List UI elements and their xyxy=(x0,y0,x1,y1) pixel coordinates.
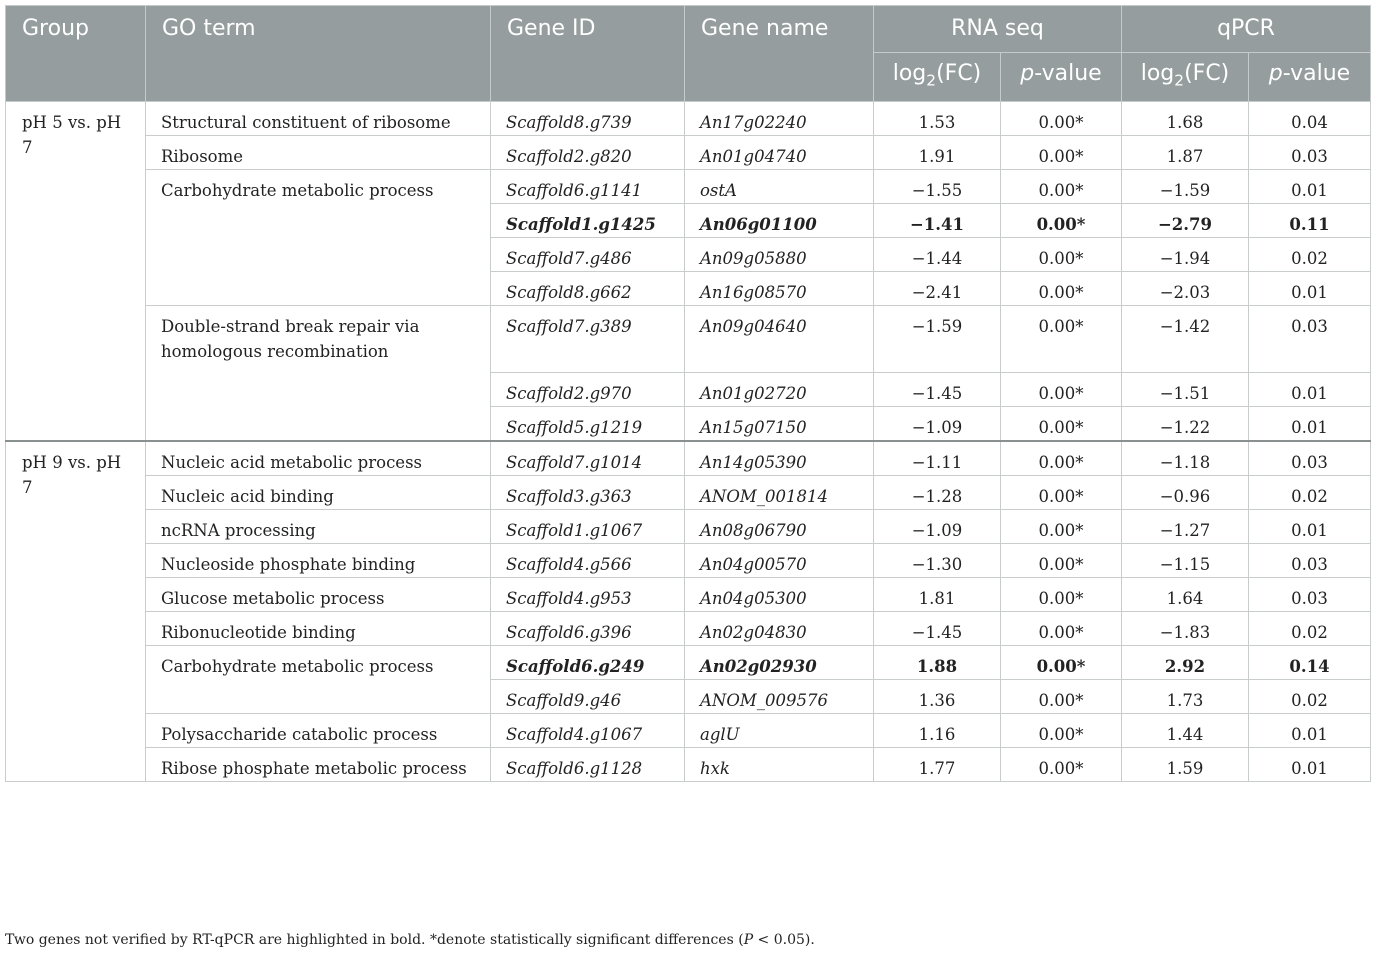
rna-log2fc-cell: 1.16 xyxy=(874,714,1001,748)
qpcr-pvalue-cell: 0.04 xyxy=(1249,102,1371,136)
p-italic: p xyxy=(1268,61,1283,86)
go-term-cell: Carbohydrate metabolic process xyxy=(146,170,491,306)
rna-pvalue-cell: 0.00* xyxy=(1001,306,1122,373)
qpcr-log2fc-cell: −1.18 xyxy=(1122,441,1249,476)
header-qpcr-pvalue xyxy=(1249,53,1371,102)
rna-pvalue-cell: 0.00* xyxy=(1001,238,1122,272)
data-table xyxy=(5,5,1371,782)
rna-log2fc-cell: −1.45 xyxy=(874,612,1001,646)
gene-name-cell: ANOM_001814 xyxy=(685,476,874,510)
qpcr-log2fc-cell: 1.73 xyxy=(1122,680,1249,714)
qpcr-pvalue-cell: 0.03 xyxy=(1249,578,1371,612)
table-row xyxy=(6,476,1371,510)
rna-log2fc-cell: −1.55 xyxy=(874,170,1001,204)
rna-log2fc-cell: 1.53 xyxy=(874,102,1001,136)
header-qpcr-log2fc xyxy=(1122,53,1249,102)
rna-pvalue-cell: 0.00* xyxy=(1001,102,1122,136)
table-row xyxy=(6,578,1371,612)
rna-pvalue-cell: 0.00* xyxy=(1001,714,1122,748)
gene-id-cell: Scaffold6.g1128 xyxy=(491,748,685,782)
gene-name-cell: An09g05880 xyxy=(685,238,874,272)
gene-id-cell: Scaffold2.g820 xyxy=(491,136,685,170)
gene-id-cell: Scaffold1.g1425 xyxy=(491,204,685,238)
go-term-cell: Structural constituent of ribosome xyxy=(146,102,491,136)
rna-pvalue-cell: 0.00* xyxy=(1001,407,1122,442)
header-rna-seq: RNA seq xyxy=(874,6,1122,53)
rna-pvalue-cell: 0.00* xyxy=(1001,476,1122,510)
qpcr-pvalue-cell: 0.01 xyxy=(1249,272,1371,306)
gene-name-cell: ostA xyxy=(685,170,874,204)
rna-log2fc-cell: −1.11 xyxy=(874,441,1001,476)
gene-name-cell: An15g07150 xyxy=(685,407,874,442)
gene-id-cell: Scaffold9.g46 xyxy=(491,680,685,714)
qpcr-log2fc-cell: 1.44 xyxy=(1122,714,1249,748)
qpcr-log2fc-cell: −0.96 xyxy=(1122,476,1249,510)
gene-id-cell: Scaffold8.g739 xyxy=(491,102,685,136)
gene-name-cell: hxk xyxy=(685,748,874,782)
go-term-cell: Ribosome xyxy=(146,136,491,170)
rna-pvalue-cell: 0.00* xyxy=(1001,441,1122,476)
table-row xyxy=(6,612,1371,646)
group-cell: pH 9 vs. pH 7 xyxy=(6,441,146,782)
qpcr-log2fc-cell: −1.42 xyxy=(1122,306,1249,373)
gene-id-cell: Scaffold6.g1141 xyxy=(491,170,685,204)
gene-id-cell: Scaffold1.g1067 xyxy=(491,510,685,544)
go-term-cell xyxy=(146,306,491,442)
rna-log2fc-cell: −1.41 xyxy=(874,204,1001,238)
header-group: Group xyxy=(6,6,146,102)
gene-name-cell: An01g02720 xyxy=(685,373,874,407)
p-suffix: -value xyxy=(1034,61,1102,86)
footnote-p-symbol: P xyxy=(743,932,754,948)
table-row xyxy=(6,306,1371,373)
gene-id-cell: Scaffold6.g396 xyxy=(491,612,685,646)
gene-name-cell: An09g04640 xyxy=(685,306,874,373)
gene-id-cell: Scaffold6.g249 xyxy=(491,646,685,680)
rna-log2fc-cell: −1.44 xyxy=(874,238,1001,272)
go-term-cell: Nucleoside phosphate binding xyxy=(146,544,491,578)
go-term-cell: Ribonucleotide binding xyxy=(146,612,491,646)
header-rna-log2fc xyxy=(874,53,1001,102)
gene-name-cell: An14g05390 xyxy=(685,441,874,476)
header-gene-name: Gene name xyxy=(685,6,874,102)
gene-name-cell: An08g06790 xyxy=(685,510,874,544)
table-row xyxy=(6,441,1371,476)
qpcr-log2fc-cell: −1.22 xyxy=(1122,407,1249,442)
gene-id-cell: Scaffold7.g1014 xyxy=(491,441,685,476)
rna-log2fc-cell: −1.59 xyxy=(874,306,1001,373)
footnote-text: < 0.05). xyxy=(753,932,815,948)
rna-pvalue-cell: 0.00* xyxy=(1001,373,1122,407)
qpcr-log2fc-cell: −1.15 xyxy=(1122,544,1249,578)
gene-name-cell: aglU xyxy=(685,714,874,748)
header-go-term: GO term xyxy=(146,6,491,102)
go-term-line: homologous recombination xyxy=(161,342,389,362)
footnote-text: Two genes not verified by RT-qPCR are highlighted in bold. *denote statistically significant differences ( xyxy=(5,932,744,948)
p-suffix: -value xyxy=(1282,61,1351,86)
qpcr-pvalue-cell: 0.14 xyxy=(1249,646,1371,680)
go-term-line: Double-strand break repair via xyxy=(161,317,420,337)
log-prefix: log xyxy=(1140,61,1175,86)
table-body xyxy=(6,102,1371,782)
table-row xyxy=(6,714,1371,748)
table-row xyxy=(6,748,1371,782)
rna-pvalue-cell: 0.00* xyxy=(1001,272,1122,306)
table-row xyxy=(6,102,1371,136)
go-term-cell: Nucleic acid metabolic process xyxy=(146,441,491,476)
qpcr-pvalue-cell: 0.02 xyxy=(1249,612,1371,646)
rna-log2fc-cell: −1.28 xyxy=(874,476,1001,510)
qpcr-log2fc-cell: −1.51 xyxy=(1122,373,1249,407)
rna-log2fc-cell: 1.91 xyxy=(874,136,1001,170)
qpcr-log2fc-cell: −2.03 xyxy=(1122,272,1249,306)
rna-log2fc-cell: −2.41 xyxy=(874,272,1001,306)
rna-pvalue-cell: 0.00* xyxy=(1001,612,1122,646)
rna-pvalue-cell: 0.00* xyxy=(1001,510,1122,544)
log-sub: 2 xyxy=(926,71,937,90)
gene-id-cell: Scaffold3.g363 xyxy=(491,476,685,510)
gene-name-cell: An17g02240 xyxy=(685,102,874,136)
qpcr-pvalue-cell: 0.02 xyxy=(1249,680,1371,714)
table-container xyxy=(5,5,1370,782)
qpcr-log2fc-cell: 1.87 xyxy=(1122,136,1249,170)
qpcr-log2fc-cell: −2.79 xyxy=(1122,204,1249,238)
rna-log2fc-cell: 1.36 xyxy=(874,680,1001,714)
table-header xyxy=(6,6,1371,102)
go-term-cell: Nucleic acid binding xyxy=(146,476,491,510)
gene-name-cell: An01g04740 xyxy=(685,136,874,170)
rna-log2fc-cell: −1.09 xyxy=(874,510,1001,544)
qpcr-log2fc-cell: 1.64 xyxy=(1122,578,1249,612)
rna-log2fc-cell: −1.09 xyxy=(874,407,1001,442)
qpcr-pvalue-cell: 0.02 xyxy=(1249,476,1371,510)
rna-pvalue-cell: 0.00* xyxy=(1001,170,1122,204)
qpcr-pvalue-cell: 0.03 xyxy=(1249,136,1371,170)
log-prefix: log xyxy=(892,61,927,86)
table-row xyxy=(6,544,1371,578)
rna-pvalue-cell: 0.00* xyxy=(1001,578,1122,612)
table-row-highlighted xyxy=(6,646,1371,680)
qpcr-pvalue-cell: 0.01 xyxy=(1249,373,1371,407)
qpcr-pvalue-cell: 0.01 xyxy=(1249,714,1371,748)
rna-log2fc-cell: 1.81 xyxy=(874,578,1001,612)
rna-log2fc-cell: 1.77 xyxy=(874,748,1001,782)
qpcr-pvalue-cell: 0.01 xyxy=(1249,407,1371,442)
table-row xyxy=(6,510,1371,544)
header-qpcr: qPCR xyxy=(1122,6,1371,53)
gene-id-cell: Scaffold7.g486 xyxy=(491,238,685,272)
gene-id-cell: Scaffold5.g1219 xyxy=(491,407,685,442)
log-suffix: (FC) xyxy=(1184,61,1230,86)
qpcr-pvalue-cell: 0.03 xyxy=(1249,441,1371,476)
header-rna-pvalue xyxy=(1001,53,1122,102)
qpcr-pvalue-cell: 0.03 xyxy=(1249,544,1371,578)
qpcr-pvalue-cell: 0.11 xyxy=(1249,204,1371,238)
header-gene-id: Gene ID xyxy=(491,6,685,102)
rna-pvalue-cell: 0.00* xyxy=(1001,204,1122,238)
rna-pvalue-cell: 0.00* xyxy=(1001,544,1122,578)
qpcr-pvalue-cell: 0.01 xyxy=(1249,748,1371,782)
go-term-cell: Polysaccharide catabolic process xyxy=(146,714,491,748)
gene-id-cell: Scaffold4.g953 xyxy=(491,578,685,612)
gene-id-cell: Scaffold7.g389 xyxy=(491,306,685,373)
gene-id-cell: Scaffold4.g566 xyxy=(491,544,685,578)
go-term-cell: Ribose phosphate metabolic process xyxy=(146,748,491,782)
qpcr-pvalue-cell: 0.01 xyxy=(1249,510,1371,544)
gene-name-cell: An16g08570 xyxy=(685,272,874,306)
gene-name-cell: An04g00570 xyxy=(685,544,874,578)
log-sub: 2 xyxy=(1174,71,1185,90)
rna-log2fc-cell: 1.88 xyxy=(874,646,1001,680)
qpcr-log2fc-cell: 1.59 xyxy=(1122,748,1249,782)
gene-id-cell: Scaffold8.g662 xyxy=(491,272,685,306)
qpcr-pvalue-cell: 0.02 xyxy=(1249,238,1371,272)
go-term-cell: Glucose metabolic process xyxy=(146,578,491,612)
qpcr-log2fc-cell: −1.94 xyxy=(1122,238,1249,272)
rna-log2fc-cell: −1.45 xyxy=(874,373,1001,407)
gene-id-cell: Scaffold2.g970 xyxy=(491,373,685,407)
log-suffix: (FC) xyxy=(936,61,982,86)
table-row xyxy=(6,136,1371,170)
gene-name-cell: An04g05300 xyxy=(685,578,874,612)
rna-pvalue-cell: 0.00* xyxy=(1001,136,1122,170)
qpcr-pvalue-cell: 0.03 xyxy=(1249,306,1371,373)
qpcr-log2fc-cell: −1.27 xyxy=(1122,510,1249,544)
gene-name-cell: An02g04830 xyxy=(685,612,874,646)
qpcr-log2fc-cell: −1.83 xyxy=(1122,612,1249,646)
table-row xyxy=(6,170,1371,204)
go-term-cell: Carbohydrate metabolic process xyxy=(146,646,491,714)
rna-pvalue-cell: 0.00* xyxy=(1001,748,1122,782)
gene-name-cell: ANOM_009576 xyxy=(685,680,874,714)
table-footnote xyxy=(5,932,815,948)
go-term-cell: ncRNA processing xyxy=(146,510,491,544)
qpcr-pvalue-cell: 0.01 xyxy=(1249,170,1371,204)
gene-name-cell: An02g02930 xyxy=(685,646,874,680)
gene-name-cell: An06g01100 xyxy=(685,204,874,238)
group-cell: pH 5 vs. pH 7 xyxy=(6,102,146,442)
gene-id-cell: Scaffold4.g1067 xyxy=(491,714,685,748)
rna-log2fc-cell: −1.30 xyxy=(874,544,1001,578)
qpcr-log2fc-cell: −1.59 xyxy=(1122,170,1249,204)
qpcr-log2fc-cell: 2.92 xyxy=(1122,646,1249,680)
qpcr-log2fc-cell: 1.68 xyxy=(1122,102,1249,136)
rna-pvalue-cell: 0.00* xyxy=(1001,680,1122,714)
p-italic: p xyxy=(1020,61,1035,86)
rna-pvalue-cell: 0.00* xyxy=(1001,646,1122,680)
